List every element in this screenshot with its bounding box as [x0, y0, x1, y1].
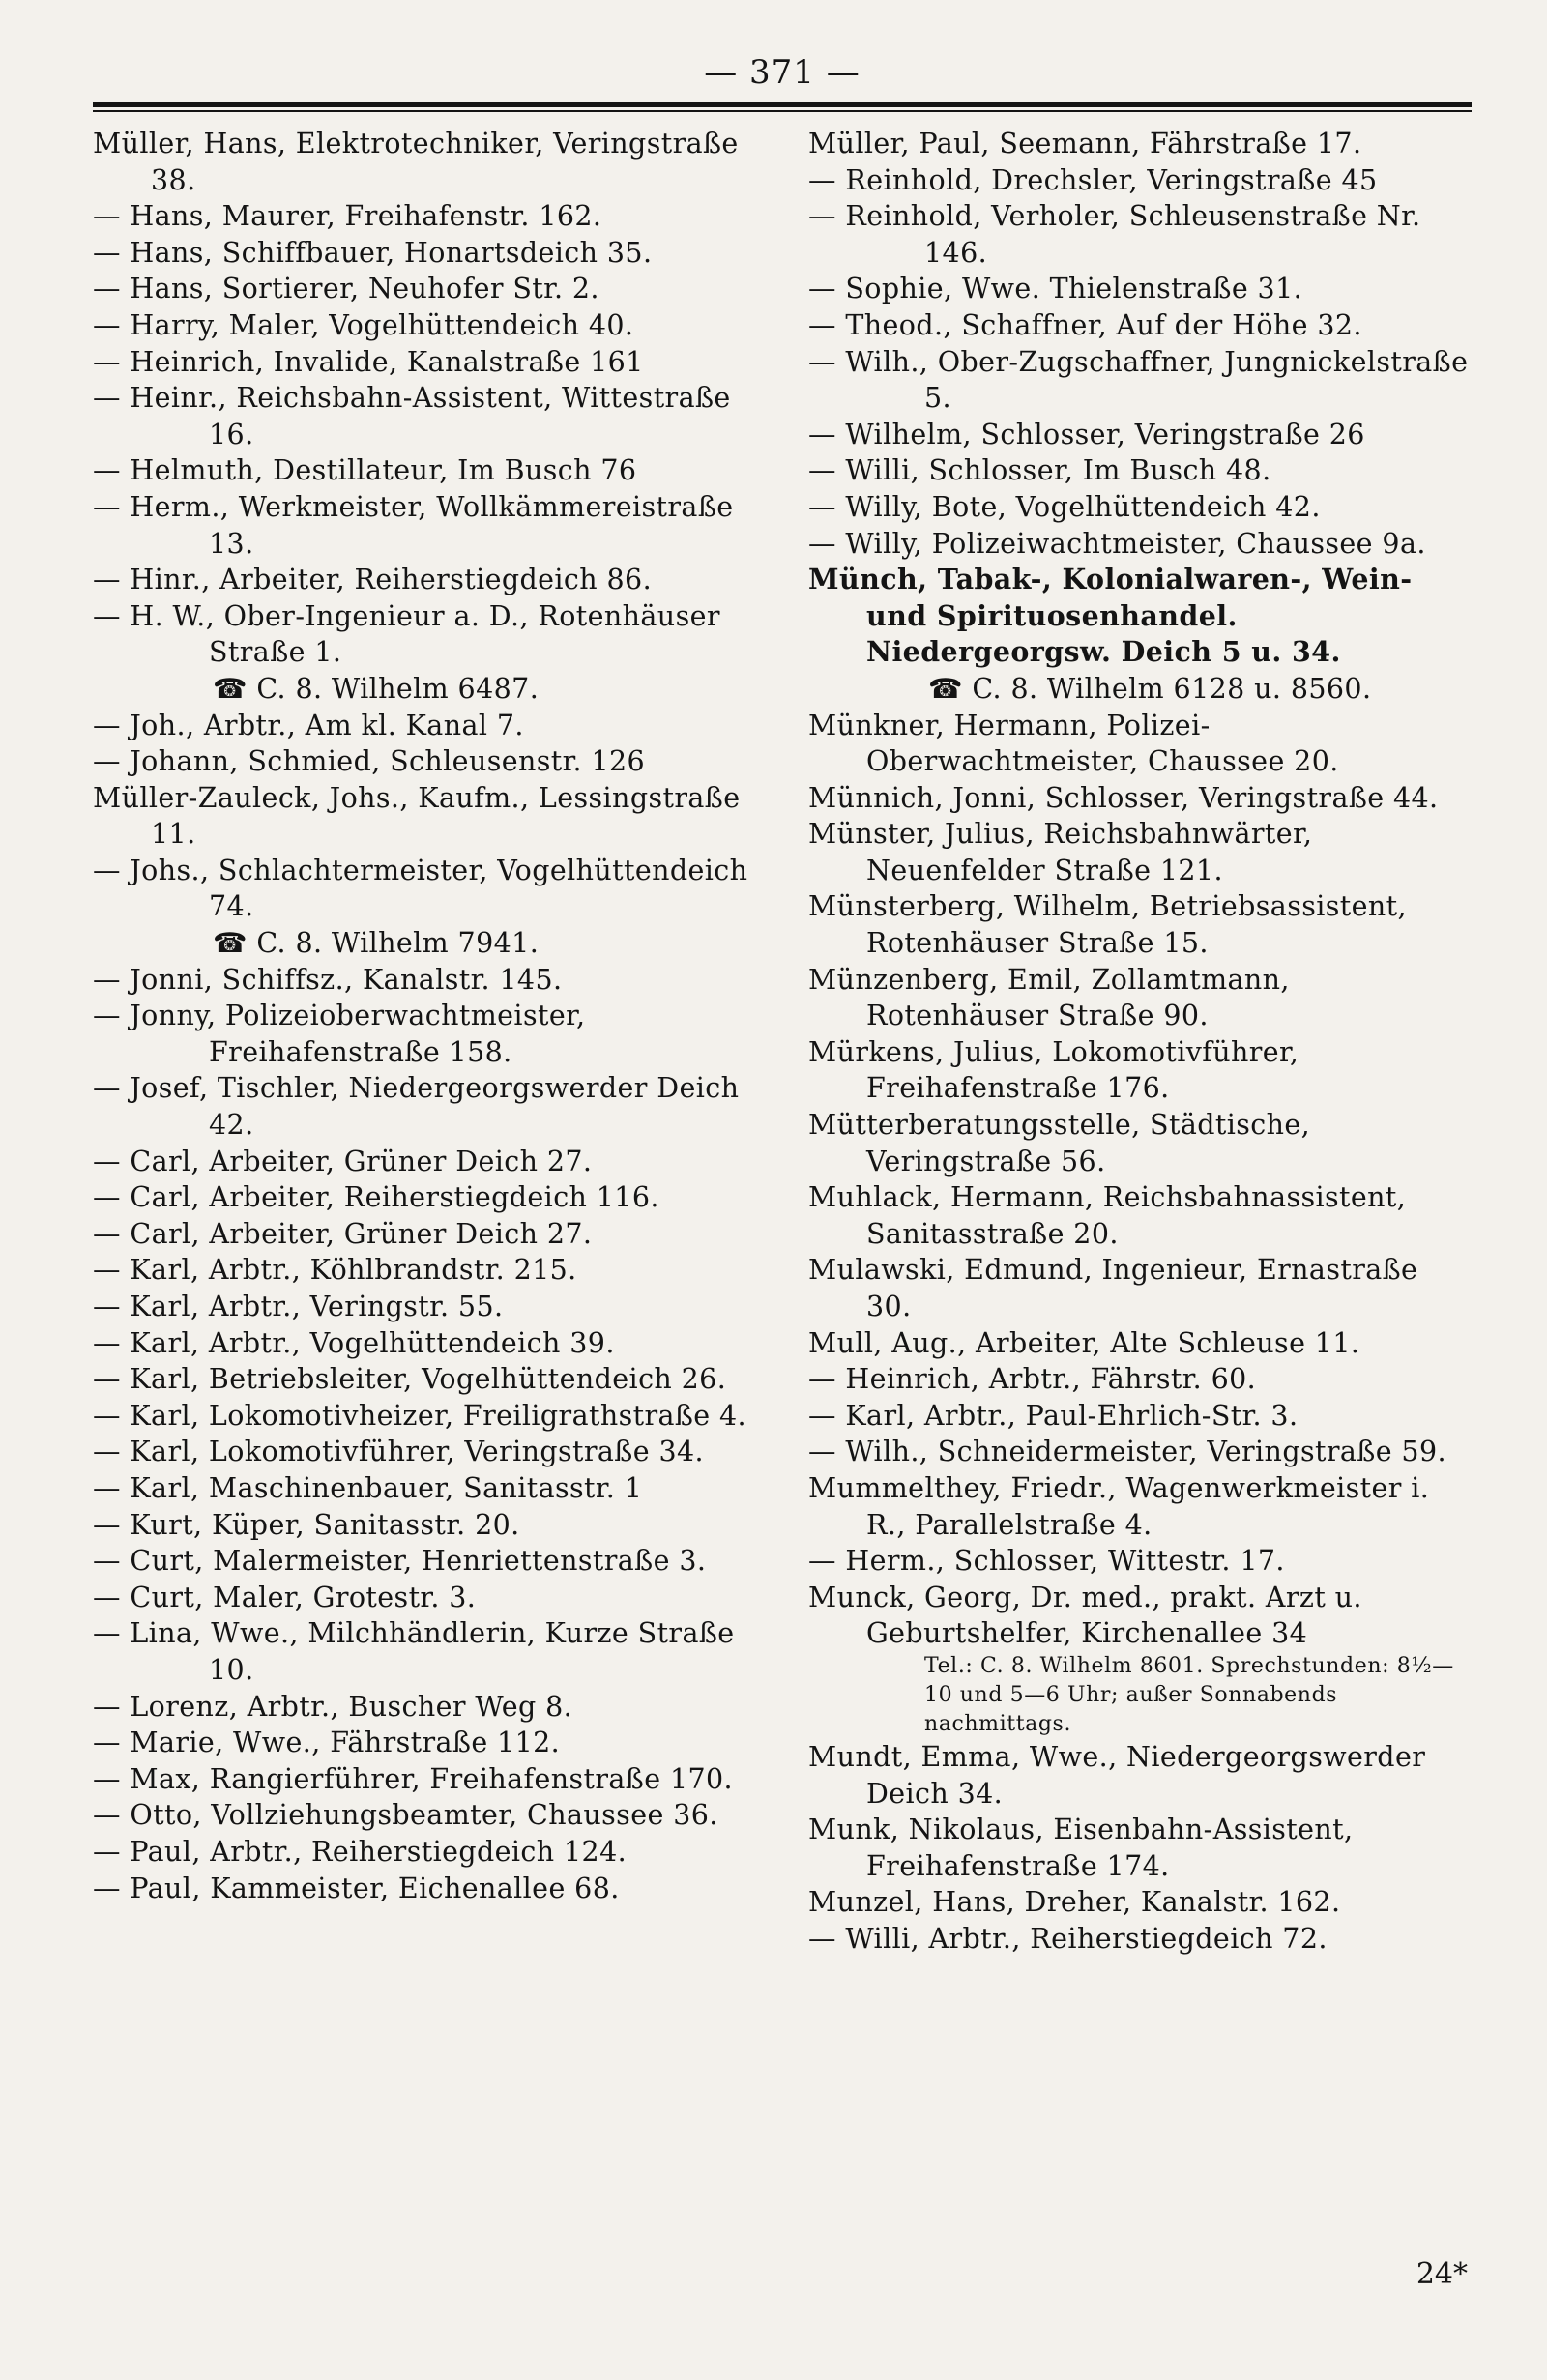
- directory-entry: — Willy, Polizeiwachtmeister, Chaussee 9a.: [808, 527, 1426, 560]
- directory-entry: Mütterberatungsstelle, Städtische, Veringstraße 56.: [808, 1109, 1311, 1177]
- directory-entry: — Karl, Arbtr., Paul-Ehrlich-Str. 3.: [808, 1399, 1299, 1432]
- directory-entry: — Karl, Arbtr., Vogelhüttendeich 39.: [93, 1326, 615, 1359]
- directory-entry: Mürkens, Julius, Lokomotivführer, Freihafenstraße 176.: [808, 1035, 1299, 1105]
- directory-entry: — H. W., Ober-Ingenieur a. D., Rotenhäuser Straße 1.: [93, 599, 720, 669]
- directory-entry: — Heinr., Reichsbahn-Assistent, Wittestraße 16.: [93, 382, 731, 450]
- directory-entry: — Johs., Schlachtermeister, Vogelhüttendeich 74.: [93, 854, 748, 923]
- directory-entry: — Reinhold, Verholer, Schleusenstraße Nr. 146.: [808, 200, 1421, 269]
- directory-entry: — Willi, Arbtr., Reiherstiegdeich 72.: [808, 1922, 1328, 1955]
- columns: [93, 126, 1472, 1958]
- directory-entry: — Herm., Schlosser, Wittestr. 17.: [808, 1545, 1285, 1578]
- directory-entry: — Karl, Betriebsleiter, Vogelhüttendeich 26.: [93, 1363, 727, 1396]
- directory-entry: — Herm., Werkmeister, Wollkämmereistraße 13.: [93, 490, 734, 560]
- directory-entry: — Hans, Maurer, Freihafenstr. 162.: [93, 200, 602, 233]
- directory-entry: — Karl, Lokomotivführer, Veringstraße 34.: [93, 1436, 704, 1468]
- directory-entry: — Kurt, Küper, Sanitasstr. 20.: [93, 1508, 520, 1541]
- directory-entry: — Jonny, Polizeioberwachtmeister, Freihafenstraße 158.: [93, 1000, 586, 1068]
- directory-entry: — Otto, Vollziehungsbeamter, Chaussee 36.: [93, 1799, 718, 1832]
- right-column: [808, 126, 1472, 1958]
- header-rule-thick: [93, 102, 1472, 107]
- directory-entry: Münzenberg, Emil, Zollamtmann, Rotenhäuser Straße 90.: [808, 963, 1290, 1032]
- directory-entry: — Josef, Tischler, Niedergeorgswerder Deich 42.: [93, 1072, 740, 1142]
- directory-entry: Mundt, Emma, Wwe., Niedergeorgswerder Deich 34.: [808, 1740, 1426, 1810]
- directory-entry: — Jonni, Schiffsz., Kanalstr. 145.: [93, 963, 563, 996]
- directory-entry: Tel.: C. 8. Wilhelm 8601. Sprechstunden: 8½—10 und 5—6 Uhr; außer Sonnabends nachmittags.: [924, 1653, 1454, 1736]
- directory-entry: Munzel, Hans, Dreher, Kanalstr. 162.: [808, 1886, 1341, 1919]
- directory-entry: — Curt, Maler, Grotestr. 3.: [93, 1581, 477, 1613]
- directory-entry: — Sophie, Wwe. Thielenstraße 31.: [808, 273, 1303, 305]
- directory-entry: Müller, Paul, Seemann, Fährstraße 17.: [808, 128, 1362, 160]
- directory-entry: — Harry, Maler, Vogelhüttendeich 40.: [93, 308, 634, 341]
- directory-entry: — Max, Rangierführer, Freihafenstraße 170.: [93, 1762, 734, 1795]
- directory-entry: — Karl, Lokomotivheizer, Freiligrathstraße 4.: [93, 1399, 747, 1432]
- directory-entry: Münsterberg, Wilhelm, Betriebsassistent, Rotenhäuser Straße 15.: [808, 890, 1407, 960]
- directory-entry: — Wilh., Ober-Zugschaffner, Jungnickelstraße 5.: [808, 345, 1469, 415]
- directory-entry: Munk, Nikolaus, Eisenbahn-Assistent, Freihafenstraße 174.: [808, 1814, 1354, 1882]
- signature-mark: 24*: [1416, 2257, 1468, 2291]
- directory-entry: — Carl, Arbeiter, Grüner Deich 27.: [93, 1217, 593, 1250]
- directory-entry: — Wilh., Schneidermeister, Veringstraße 59.: [808, 1436, 1446, 1468]
- directory-entry: — Heinrich, Invalide, Kanalstraße 161: [93, 345, 644, 378]
- directory-entry: — Lorenz, Arbtr., Buscher Weg 8.: [93, 1690, 573, 1723]
- directory-entry: — Karl, Maschinenbauer, Sanitasstr. 1: [93, 1471, 643, 1504]
- directory-entry: — Wilhelm, Schlosser, Veringstraße 26: [808, 418, 1365, 450]
- directory-entry: Müller, Hans, Elektrotechniker, Veringstraße 38.: [93, 128, 739, 196]
- directory-entry: Mulawski, Edmund, Ingenieur, Ernastraße 30.: [808, 1254, 1418, 1322]
- directory-entry: Mull, Aug., Arbeiter, Alte Schleuse 11.: [808, 1326, 1360, 1359]
- directory-entry: — Lina, Wwe., Milchhändlerin, Kurze Straße 10.: [93, 1617, 735, 1686]
- left-column: [93, 126, 760, 1958]
- directory-entry: Mummelthey, Friedr., Wagenwerkmeister i. R., Parallelstraße 4.: [808, 1471, 1430, 1541]
- directory-entry: — Marie, Wwe., Fährstraße 112.: [93, 1727, 561, 1759]
- header-rule-thin: [93, 110, 1472, 112]
- directory-entry: — Joh., Arbtr., Am kl. Kanal 7.: [93, 709, 524, 741]
- directory-entry: — Theod., Schaffner, Auf der Höhe 32.: [808, 308, 1362, 341]
- directory-entry: — Heinrich, Arbtr., Fährstr. 60.: [808, 1363, 1257, 1396]
- directory-entry: — Karl, Arbtr., Köhlbrandstr. 215.: [93, 1254, 577, 1287]
- directory-entry: — Willi, Schlosser, Im Busch 48.: [808, 454, 1271, 487]
- directory-entry: — Hinr., Arbeiter, Reiherstiegdeich 86.: [93, 564, 653, 596]
- directory-entry: — Carl, Arbeiter, Grüner Deich 27.: [93, 1145, 593, 1177]
- directory-entry: — Hans, Schiffbauer, Honartsdeich 35.: [93, 236, 653, 269]
- directory-entry: Münch, Tabak-, Kolonialwaren-, Wein- und Spirituosenhandel. Niedergeorgsw. Deich 5 u. 34.: [808, 563, 1413, 669]
- directory-entry: — Johann, Schmied, Schleusenstr. 126: [93, 745, 646, 778]
- directory-entry: Müller-Zauleck, Johs., Kaufm., Lessingstraße 11.: [93, 781, 741, 851]
- directory-entry: Munck, Georg, Dr. med., prakt. Arzt u. Geburtshelfer, Kirchenallee 34: [808, 1581, 1362, 1650]
- directory-entry: — Paul, Kammeister, Eichenallee 68.: [93, 1872, 620, 1904]
- directory-entry: ☎ C. 8. Wilhelm 7941.: [213, 927, 540, 960]
- directory-entry: — Willy, Bote, Vogelhüttendeich 42.: [808, 490, 1321, 523]
- directory-entry: Münster, Julius, Reichsbahnwärter, Neuenfelder Straße 121.: [808, 818, 1313, 886]
- page-number: — 371 —: [704, 53, 861, 92]
- directory-entry: Münkner, Hermann, Polizei-Oberwachtmeister, Chaussee 20.: [808, 709, 1339, 778]
- directory-entry: Münnich, Jonni, Schlosser, Veringstraße 44.: [808, 781, 1439, 814]
- directory-entry: — Karl, Arbtr., Veringstr. 55.: [93, 1291, 504, 1322]
- directory-entry: — Carl, Arbeiter, Reiherstiegdeich 116.: [93, 1181, 659, 1214]
- directory-entry: ☎ C. 8. Wilhelm 6128 u. 8560.: [928, 672, 1372, 705]
- directory-entry: — Paul, Arbtr., Reiherstiegdeich 124.: [93, 1835, 628, 1868]
- directory-entry: — Curt, Malermeister, Henriettenstraße 3.: [93, 1545, 707, 1578]
- directory-entry: ☎ C. 8. Wilhelm 6487.: [213, 672, 540, 705]
- directory-entry: — Reinhold, Drechsler, Veringstraße 45: [808, 163, 1378, 196]
- directory-entry: — Helmuth, Destillateur, Im Busch 76: [93, 454, 637, 487]
- directory-entry: — Hans, Sortierer, Neuhofer Str. 2.: [93, 273, 599, 305]
- directory-entry: Muhlack, Hermann, Reichsbahnassistent, Sanitasstraße 20.: [808, 1181, 1407, 1250]
